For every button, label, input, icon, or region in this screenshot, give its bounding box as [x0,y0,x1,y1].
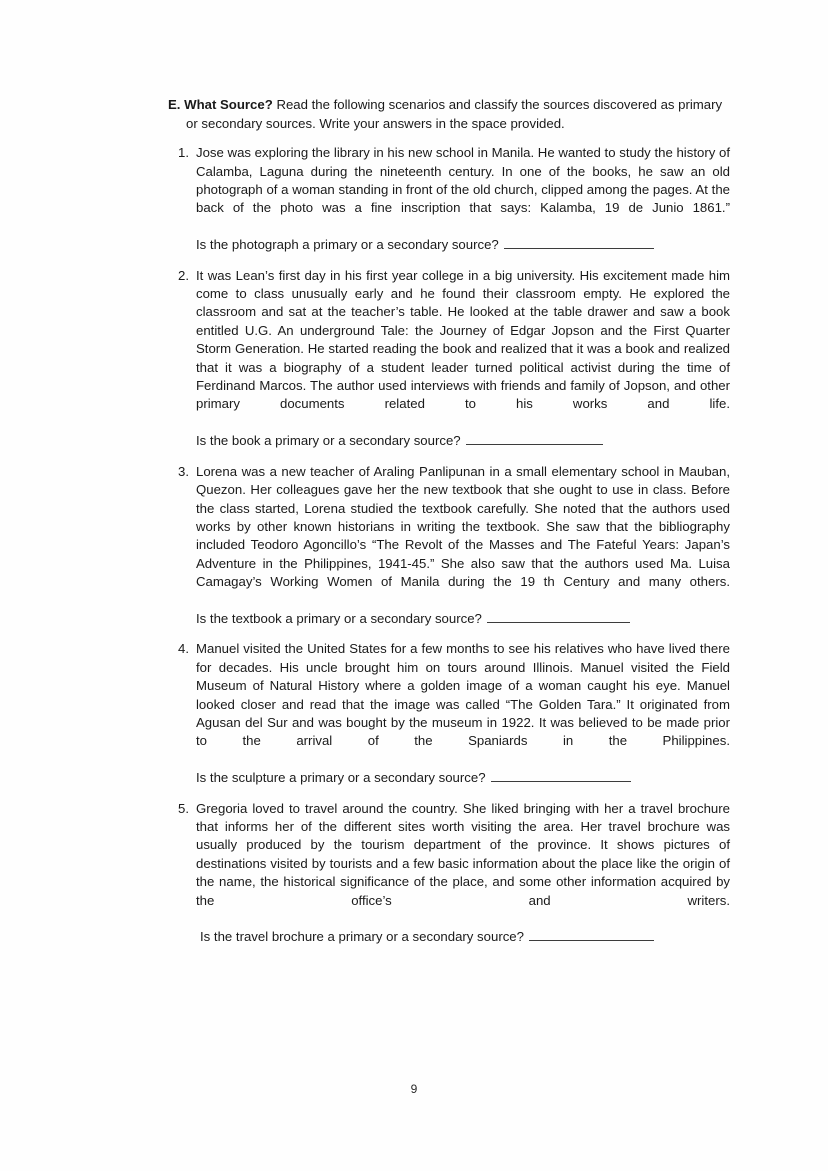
answer-blank[interactable] [491,770,631,782]
item-number: 1. [178,145,189,161]
item-body: Gregoria loved to travel around the country. She liked bringing with her a travel brochure that informs her of the different sites worth visiting the area. Her travel brochure was usually produced by the tourism department of the province. It shows pictures of destinations visited by tourists and a few basic information about the place like the origin of the name, the historical significance of the place, and some other information acquired by the office’s and writers. [196,800,730,908]
item-question-text: Is the textbook a primary or a secondary source? [196,610,482,626]
item-question-text: Is the book a primary or a secondary source? [196,433,461,449]
item-question-text: Is the sculpture a primary or a secondary source? [196,770,486,786]
item-number: 4. [178,641,189,657]
item-question-line [196,236,730,254]
item-question-text: Is the photograph a primary or a secondary source? [196,237,499,253]
scenario-item [168,463,730,629]
item-body: It was Lean’s first day in his first year college in a big university. His excitement made him come to class unusually early and he found their classroom empty. He explored the classroom and sat at the teacher’s table. He looked at the table drawer and saw a book entitled U.G. An underground Tale: the Journey of Edgar Jopson and the First Quarter Storm Generation. He started reading the book and realized that it was a book and realized that it was a biography of a student leader turned political activist during the time of Ferdinand Marcos. The author used interviews with friends and family of Jopson, and other primary documents related to his works and life. [196,267,730,412]
page-content [168,96,730,959]
scenario-item [168,800,730,947]
scenario-item [168,267,730,451]
item-number: 2. [178,267,189,283]
item-body: Manuel visited the United States for a few months to see his relatives who have lived there for decades. His uncle brought him on tours around Illinois. Manuel visited the Field Museum of Natural History where a golden image of a woman caught his eye. Manuel looked closer and read that the image was called “The Golden Tara.” It originated from Agusan del Sur and was bought by the museum in 1922. It was believed to be made prior to the arrival of the Spaniards in the Philippines. [196,641,730,749]
item-question-line [196,610,730,628]
section-instructions-rest: discovered as primary or secondary sources. Write your answers in the space provided. [186,97,723,131]
page-number: 9 [410,1082,418,1096]
item-body: Jose was exploring the library in his new school in Manila. He wanted to study the history of Calamba, Laguna during the nineteenth century. In one of the books, he saw an old photograph of a woman standing in front of the old church, clipped among the pages. At the back of the photo was a fine inscription that says: Kalamba, 19 de Junio 1861.” [196,145,730,216]
answer-blank[interactable] [504,237,654,249]
item-question-line [196,432,730,450]
item-body: Lorena was a new teacher of Araling Panlipunan in a small elementary school in Mauban, Quezon. Her colleagues gave her the new textbook that she ought to use in class. Before the class started, Lorena studied the textbook carefully. She noted that the authors used works by other known historians in writing the textbook. She saw that the bibliography included Teodoro Agoncillo’s “The Revolt of the Masses and The Fateful Years: Japan’s Adventure in the Philippines, 1941-45.” She also saw that the authors used Ma. Luisa Camagay’s Working Women of Manila during the 19 th Century and many others. [196,463,730,590]
item-number: 3. [178,463,189,479]
scenario-item [168,144,730,254]
section-heading [168,96,730,133]
section-label: E. What Source? [168,97,273,112]
item-number: 5. [178,800,189,816]
scenario-item [168,640,730,787]
item-question-line [196,928,730,946]
item-question-line [196,769,730,787]
answer-blank[interactable] [529,929,654,941]
answer-blank[interactable] [466,433,603,445]
answer-blank[interactable] [487,611,630,623]
section-instructions-first: Read the following scenarios and classify the sources [272,97,590,112]
item-question-text: Is the travel brochure a primary or a secondary source? [200,929,524,945]
